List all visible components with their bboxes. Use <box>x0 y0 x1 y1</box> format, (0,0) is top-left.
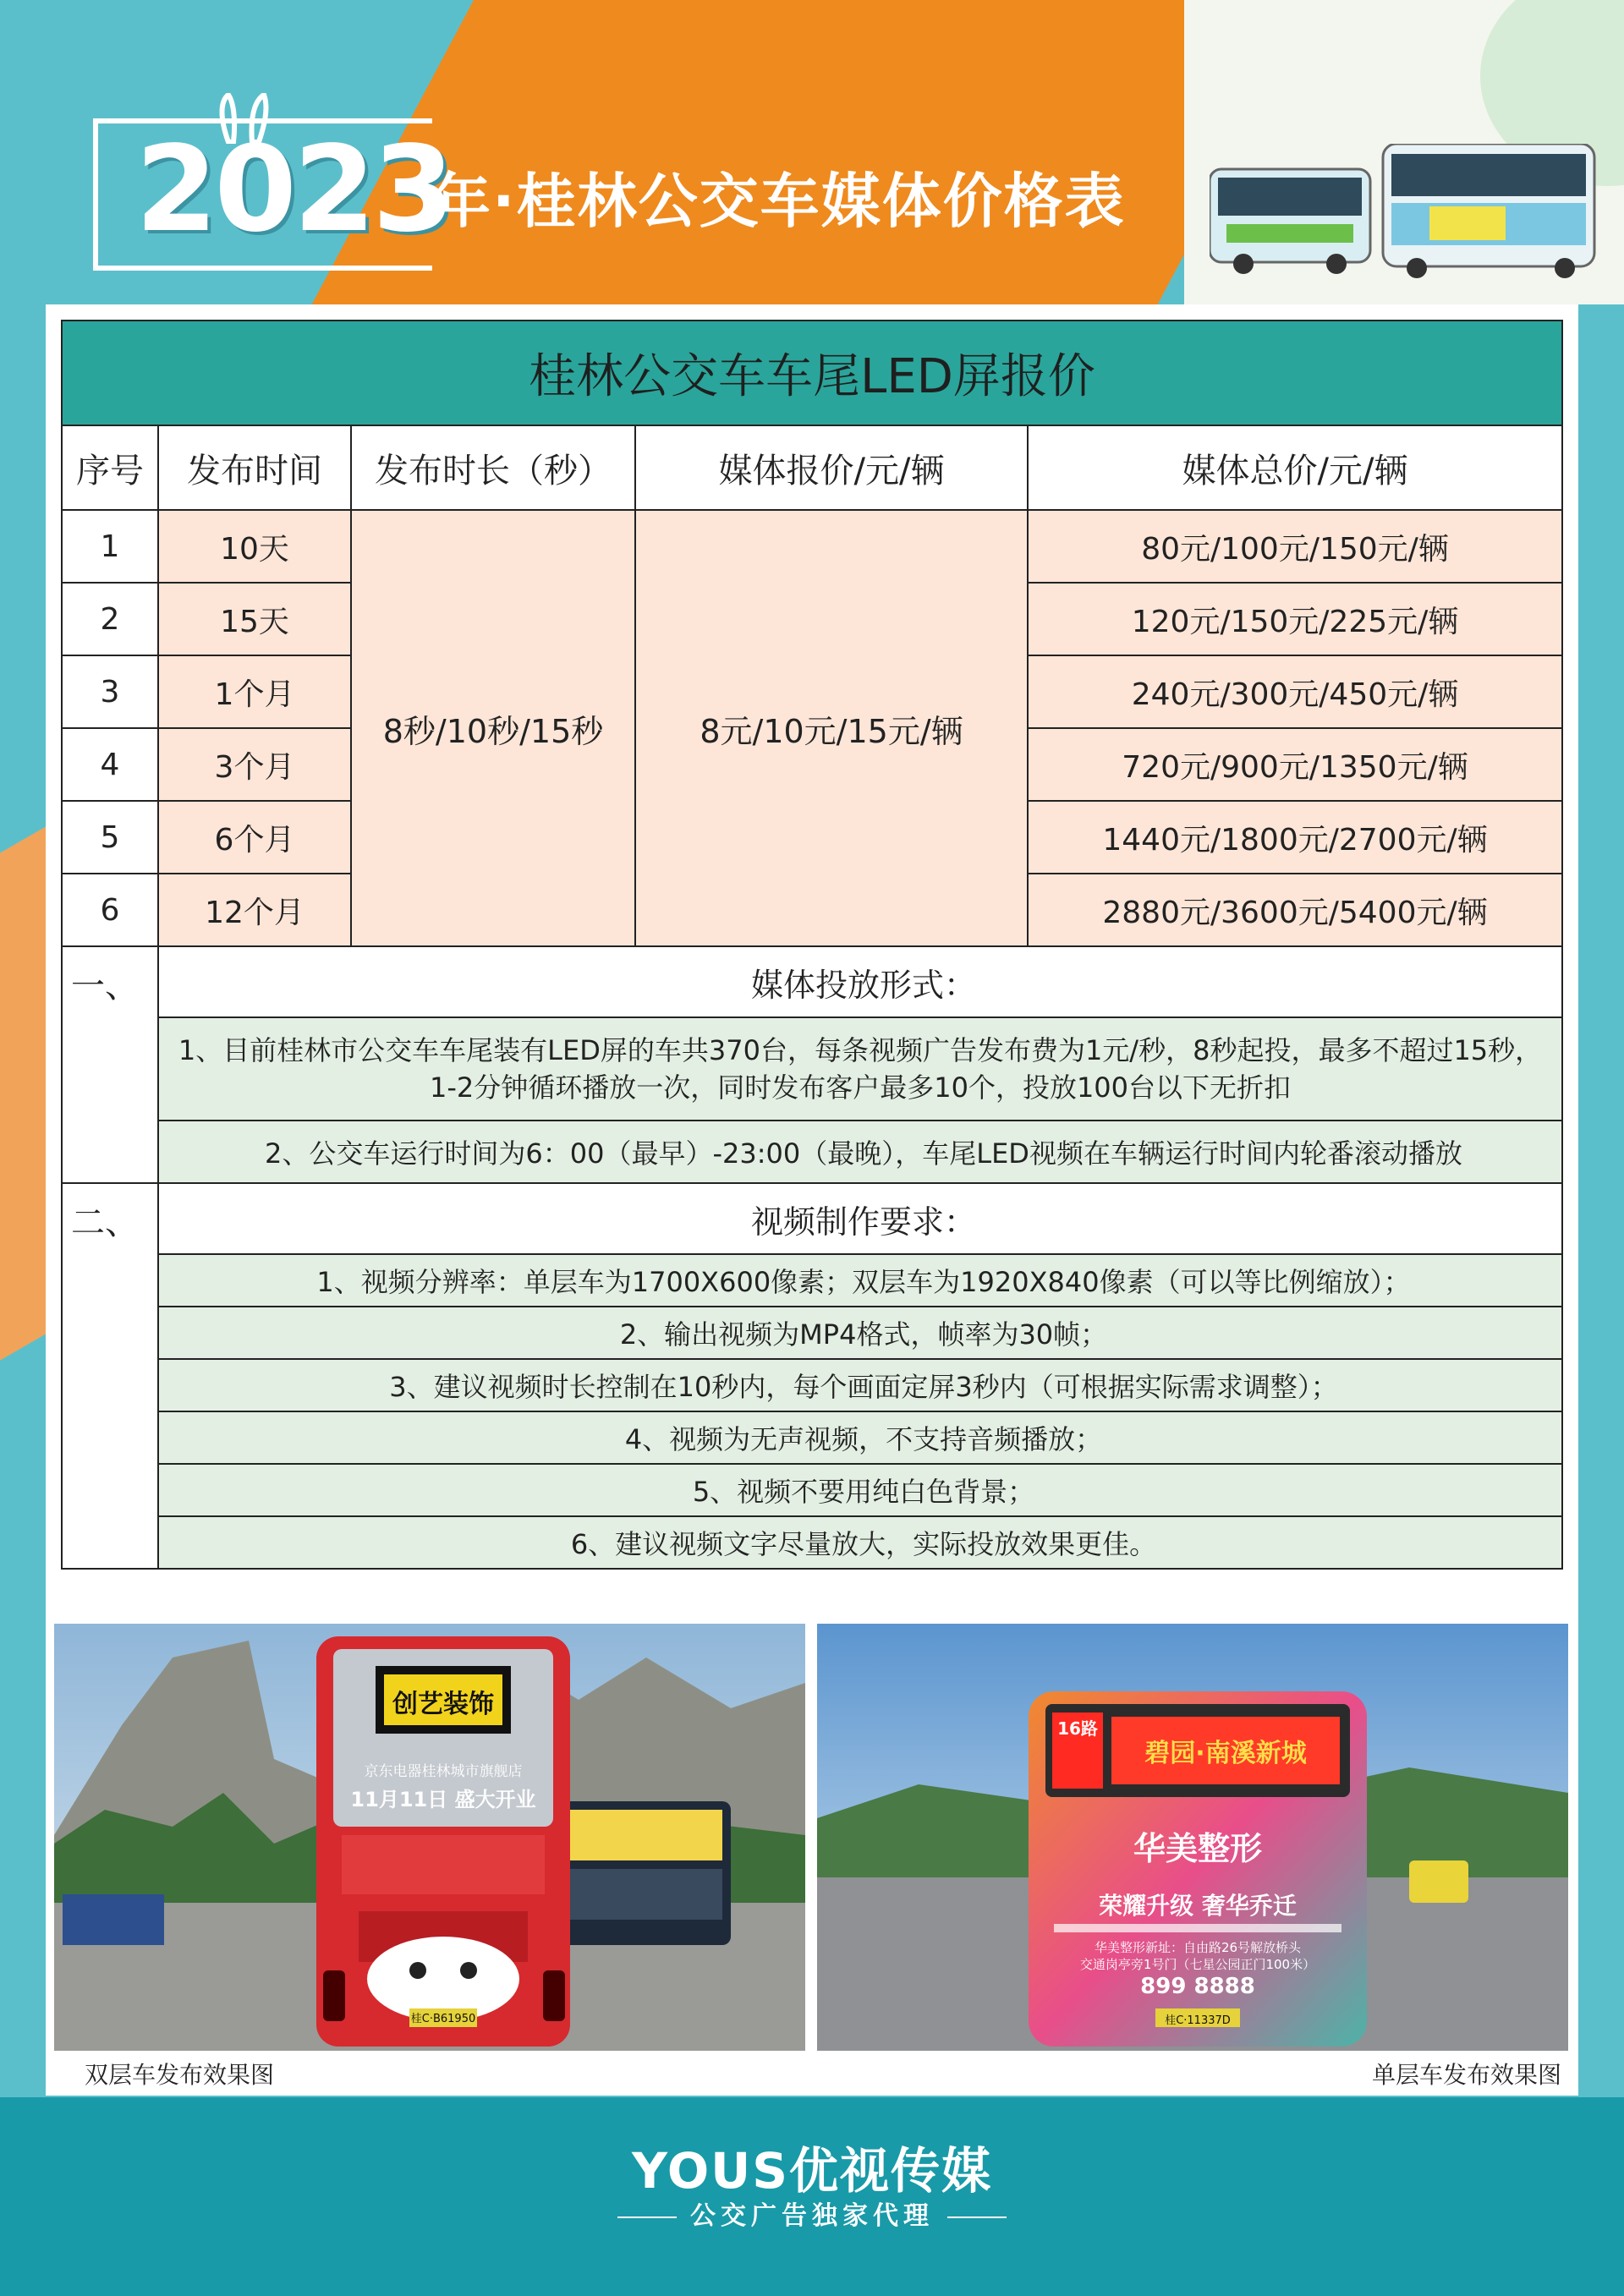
license-plate: 桂C·11337D <box>1165 2014 1231 2027</box>
table-row <box>62 510 1562 583</box>
row-period: 1个月 <box>158 655 351 728</box>
row-no: 1 <box>62 510 158 583</box>
header-bus-image <box>1210 144 1599 279</box>
row-no: 5 <box>62 801 158 874</box>
year-number: 2023 <box>135 121 452 259</box>
page-header <box>93 110 1193 279</box>
ad-address-1: 华美整形新址：自由路26号解放桥头 <box>1094 1940 1302 1955</box>
footer-subtitle-wrap <box>0 2195 1624 2232</box>
ad-brand: 华美整形 <box>1133 1830 1262 1867</box>
section-number: 一、 <box>62 946 158 1183</box>
row-total: 240元/300元/450元/辆 <box>1028 655 1562 728</box>
notes-section-1 <box>62 946 1562 1017</box>
page-title: 年·桂林公交车媒体价格表 <box>431 167 1126 236</box>
row-no: 2 <box>62 583 158 655</box>
note-text: 3、建议视频时长控制在10秒内，每个画面定屏3秒内（可根据实际需求调整）； <box>158 1359 1562 1411</box>
row-period: 12个月 <box>158 874 351 946</box>
col-header-duration: 发布时长（秒） <box>351 425 635 510</box>
led-screen-text: 创艺装饰 <box>392 1690 494 1719</box>
section-heading: 媒体投放形式： <box>158 946 1562 1017</box>
note-text: 5、视频不要用纯白色背景； <box>158 1464 1562 1516</box>
led-screen-text: 碧园·南溪新城 <box>1144 1739 1307 1768</box>
ad-slogan: 11月11日 盛大开业 <box>350 1788 536 1811</box>
single-decker-photo <box>817 1624 1568 2051</box>
photo-gallery <box>54 1624 1570 2055</box>
ad-phone: 899 8888 <box>1140 1974 1255 1999</box>
ad-slogan: 荣耀升级 奢华乔迁 <box>1099 1892 1297 1920</box>
row-no: 3 <box>62 655 158 728</box>
route-number: 16路 <box>1057 1718 1098 1739</box>
note-line <box>62 1017 1562 1121</box>
ad-address-2: 交通岗亭旁1号门（七星公园正门100米） <box>1079 1957 1316 1972</box>
note-line <box>62 1307 1562 1359</box>
unit-price-merged: 8元/10元/15元/辆 <box>635 510 1028 946</box>
note-text: 2、输出视频为MP4格式，帧率为30帧； <box>158 1307 1562 1359</box>
note-text: 4、视频为无声视频，不支持音频播放； <box>158 1411 1562 1464</box>
note-text: 1、目前桂林市公交车车尾装有LED屏的车共370台，每条视频广告发布费为1元/秒，8秒起投，最多不超过15秒，1-2分钟循环播放一次，同时发布客户最多10个，投放100台以下无折扣 <box>158 1017 1562 1121</box>
license-plate: 桂C·B61950 <box>410 2013 476 2025</box>
row-total: 1440元/1800元/2700元/辆 <box>1028 801 1562 874</box>
footer-subtitle: 公交广告独家代理 <box>690 2201 934 2231</box>
col-header-unit-price: 媒体报价/元/辆 <box>635 425 1028 510</box>
section-heading: 视频制作要求： <box>158 1183 1562 1254</box>
double-decker-photo <box>54 1624 805 2051</box>
note-text: 2、公交车运行时间为6：00（最早）-23:00（最晚），车尾LED视频在车辆运行时间内轮番滚动播放 <box>158 1121 1562 1183</box>
row-no: 4 <box>62 728 158 801</box>
row-total: 2880元/3600元/5400元/辆 <box>1028 874 1562 946</box>
ad-shop-name: 京东电器桂林城市旗舰店 <box>364 1763 523 1780</box>
duration-merged: 8秒/10秒/15秒 <box>351 510 635 946</box>
caption-double-decker: 双层车发布效果图 <box>85 2061 275 2089</box>
row-period: 15天 <box>158 583 351 655</box>
row-total: 120元/150元/225元/辆 <box>1028 583 1562 655</box>
price-table <box>61 320 1563 1570</box>
note-line <box>62 1411 1562 1464</box>
note-line <box>62 1121 1562 1183</box>
footer-brand: YOUS优视传媒 <box>631 2142 993 2200</box>
row-no: 6 <box>62 874 158 946</box>
note-text: 6、建议视频文字尽量放大，实际投放效果更佳。 <box>158 1516 1562 1569</box>
row-period: 6个月 <box>158 801 351 874</box>
note-line <box>62 1359 1562 1411</box>
notes-section-2 <box>62 1183 1562 1254</box>
note-line <box>62 1254 1562 1307</box>
divider-right <box>947 2217 1007 2218</box>
note-line <box>62 1516 1562 1569</box>
section-number: 二、 <box>62 1183 158 1569</box>
note-text: 1、视频分辨率：单层车为1700X600像素；双层车为1920X840像素（可以等比例缩放）； <box>158 1254 1562 1307</box>
col-header-no: 序号 <box>62 425 158 510</box>
row-period: 10天 <box>158 510 351 583</box>
row-total: 720元/900元/1350元/辆 <box>1028 728 1562 801</box>
price-card <box>46 304 1578 2096</box>
row-period: 3个月 <box>158 728 351 801</box>
row-total: 80元/100元/150元/辆 <box>1028 510 1562 583</box>
table-title: 桂林公交车车尾LED屏报价 <box>62 321 1562 425</box>
note-line <box>62 1464 1562 1516</box>
col-header-total-price: 媒体总价/元/辆 <box>1028 425 1562 510</box>
caption-single-decker: 单层车发布效果图 <box>1371 2061 1561 2089</box>
table-header-row <box>62 425 1562 510</box>
col-header-period: 发布时间 <box>158 425 351 510</box>
divider-left <box>617 2217 677 2218</box>
